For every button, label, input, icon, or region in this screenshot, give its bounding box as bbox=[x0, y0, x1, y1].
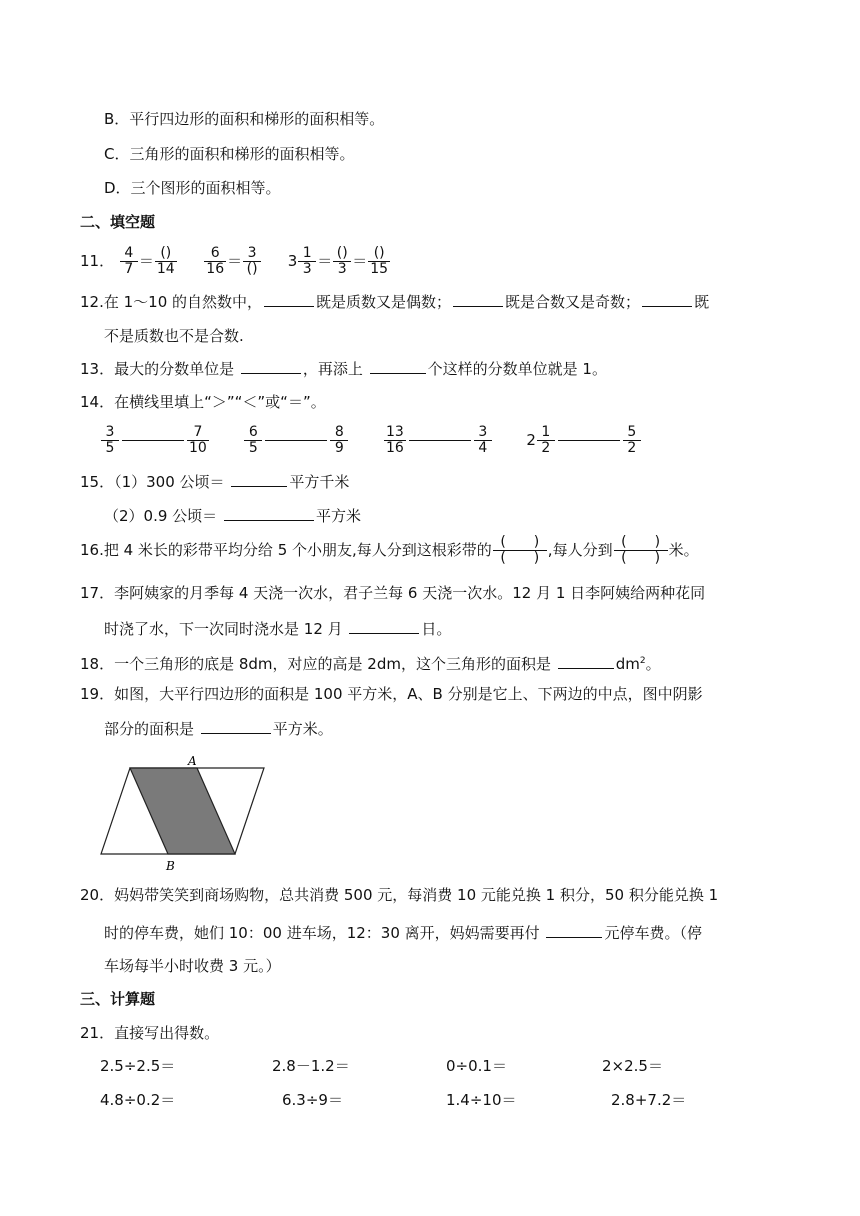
answer-blank[interactable] bbox=[264, 290, 314, 307]
question-20-line3: 车场每半小时收费 3 元。） bbox=[104, 957, 281, 975]
comparison-row: $\frac{3}{5}$ $\frac{7}{10}$ $\frac{6}{5}$ $\frac{8}{9}$ $\frac{13}{16}$ $\frac{3}{4}$ 2 $\frac{1}{2}$ $\frac{5}{2}$ bbox=[100, 420, 642, 460]
question-21: 21．直接写出得数。 bbox=[80, 1024, 220, 1042]
answer-blank[interactable] bbox=[265, 440, 327, 441]
answer-blank[interactable] bbox=[231, 470, 287, 487]
calc-item: 0÷0.1＝ bbox=[446, 1057, 507, 1075]
answer-blank[interactable] bbox=[122, 440, 184, 441]
parallelogram-figure bbox=[98, 752, 268, 872]
question-15-1: 15．（1）300 公顷＝ 平方千米 bbox=[80, 470, 349, 493]
calc-item: 2.8+7.2＝ bbox=[611, 1091, 687, 1109]
answer-blank[interactable] bbox=[546, 921, 602, 938]
answer-blank[interactable] bbox=[349, 617, 419, 634]
question-13: 13．最大的分数单位是 ，再添上 个这样的分数单位就是 1。 bbox=[80, 357, 607, 380]
calc-item: 1.4÷10＝ bbox=[446, 1091, 517, 1109]
question-17: 17．李阿姨家的月季每 4 天浇一次水，君子兰每 6 天浇一次水。12 月 1 日李阿姨给两种花同 bbox=[80, 584, 706, 602]
answer-blank[interactable] bbox=[642, 290, 692, 307]
question-14: 14．在横线里填上“＞”“＜”或“＝”。 bbox=[80, 393, 326, 411]
answer-blank[interactable] bbox=[558, 652, 614, 669]
answer-blank[interactable] bbox=[453, 290, 503, 307]
question-19: 19．如图，大平行四边形的面积是 100 平方米，A、B 分别是它上、下两边的中点，图中阴影 bbox=[80, 685, 703, 703]
label-a: A bbox=[188, 754, 197, 768]
option-c: C．三角形的面积和梯形的面积相等。 bbox=[104, 145, 355, 163]
question-12: 12.在 1～10 的自然数中， 既是质数又是偶数； 既是合数又是奇数； 既 bbox=[80, 290, 709, 313]
calc-item: 6.3÷9＝ bbox=[282, 1091, 343, 1109]
question-16: 16.把 4 米长的彩带平均分给 5 个小朋友,每人分到这根彩带的 ( ) ( ) ,每人分到 ( ) ( ) 米。 bbox=[80, 534, 699, 566]
answer-blank[interactable] bbox=[558, 440, 620, 441]
answer-blank[interactable] bbox=[241, 357, 301, 374]
answer-blank[interactable] bbox=[224, 504, 314, 521]
question-12-line2: 不是质数也不是合数. bbox=[104, 327, 244, 345]
question-20-line2: 时的停车费，她们 10：00 进车场，12：30 离开，妈妈需要再付 元停车费。（停 bbox=[104, 921, 702, 944]
answer-blank[interactable] bbox=[409, 440, 471, 441]
answer-blank[interactable] bbox=[201, 717, 271, 734]
calc-item: 2.8－1.2＝ bbox=[272, 1057, 350, 1075]
calc-item: 2.5÷2.5＝ bbox=[100, 1057, 176, 1075]
calc-item: 4.8÷0.2＝ bbox=[100, 1091, 176, 1109]
question-19-line2: 部分的面积是 平方米。 bbox=[104, 717, 333, 740]
question-18: 18．一个三角形的底是 8dm，对应的高是 2dm，这个三角形的面积是 $dm^2$。 bbox=[80, 650, 661, 675]
section-heading-fill: 二、填空题 bbox=[80, 213, 156, 231]
answer-blank[interactable] bbox=[370, 357, 426, 374]
question-11: 11． $\frac{4}{7}$ ＝ () 14 $\frac{6}{16}$ ＝ 3 () 3 $\frac{1}{3}$ ＝ () 3 ＝ () 15 bbox=[80, 245, 389, 277]
calc-item: 2×2.5＝ bbox=[602, 1057, 663, 1075]
section-heading-calc: 三、计算题 bbox=[80, 990, 156, 1008]
question-15-2: （2）0.9 公顷＝ 平方米 bbox=[104, 504, 361, 527]
label-b: B bbox=[166, 859, 175, 872]
option-d: D．三个图形的面积相等。 bbox=[104, 179, 281, 197]
option-b: B．平行四边形的面积和梯形的面积相等。 bbox=[104, 110, 385, 128]
question-20: 20．妈妈带笑笑到商场购物，总共消费 500 元，每消费 10 元能兑换 1 积分，50 积分能兑换 1 bbox=[80, 886, 719, 904]
question-17-line2: 时浇了水，下一次同时浇水是 12 月 日。 bbox=[104, 617, 451, 640]
question-number: 11． bbox=[80, 252, 115, 270]
